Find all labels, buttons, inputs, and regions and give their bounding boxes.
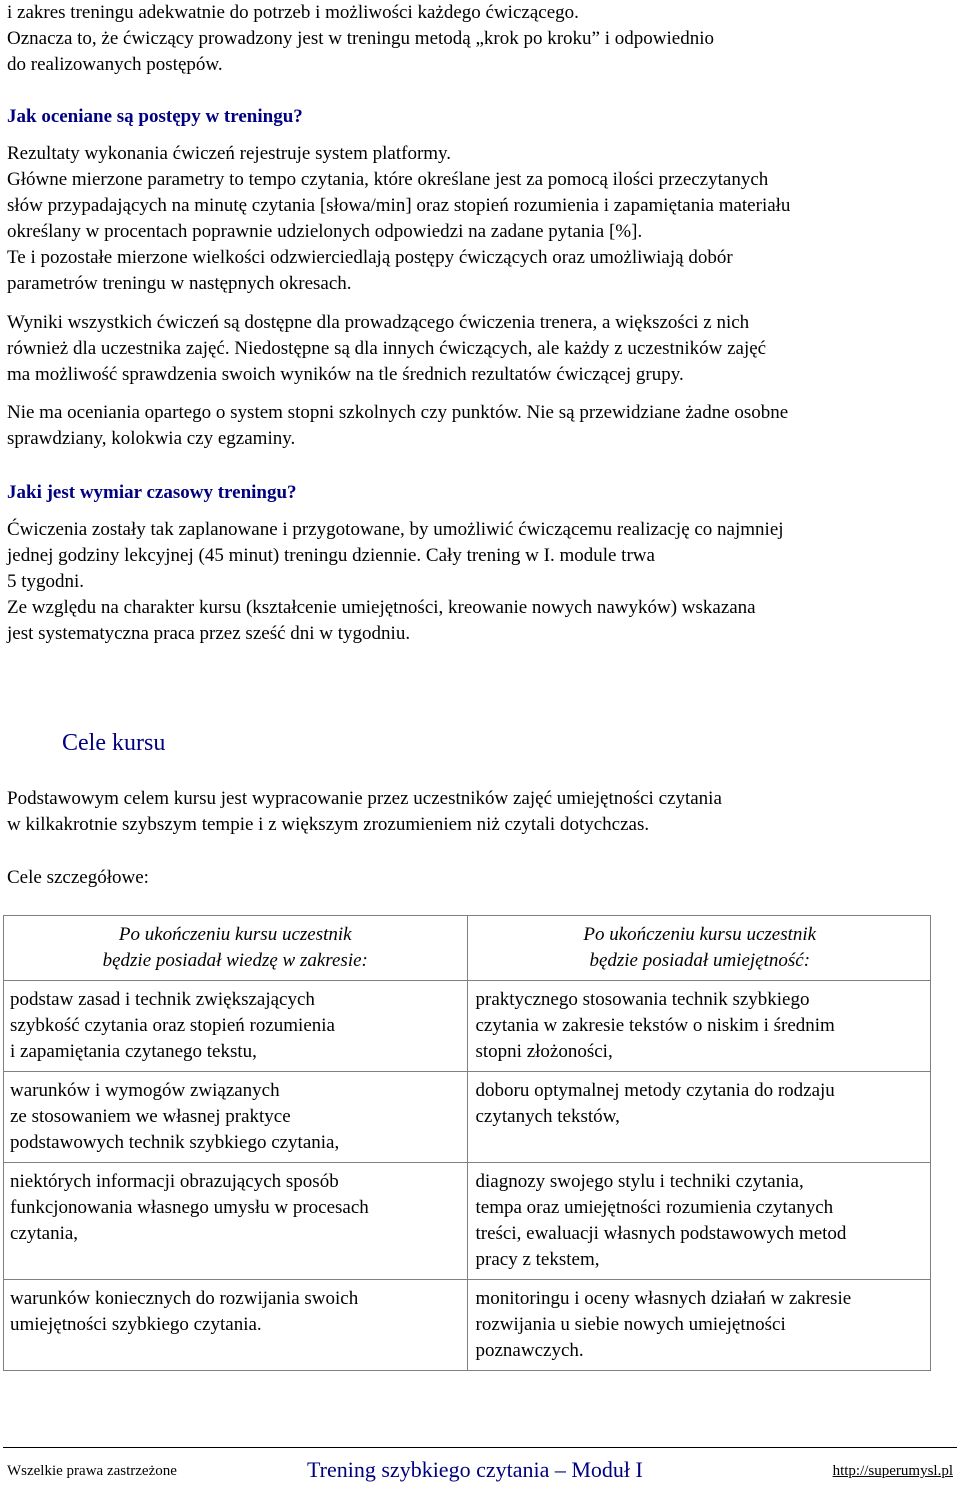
text-line: Oznacza to, że ćwiczący prowadzony jest w treningu metodą „krok po kroku” i odpowiednio	[7, 28, 714, 49]
progress-paragraph-2	[7, 310, 955, 388]
goals-table	[3, 915, 931, 1371]
text-line: Wyniki wszystkich ćwiczeń są dostępne dla prowadzącego ćwiczenia trenera, a większości z nich	[7, 312, 750, 333]
text-line: Te i pozostałe mierzone wielkości odzwierciedlają postępy ćwiczących oraz umożliwiają dobór	[7, 247, 733, 268]
text-line: jednej godziny lekcyjnej (45 minut) treningu dziennie. Cały trening w I. module trwa	[7, 545, 655, 566]
text-line: Ćwiczenia zostały tak zaplanowane i przygotowane, by umożliwić ćwiczącemu realizację co najmniej	[7, 519, 784, 540]
text-line: Rezultaty wykonania ćwiczeń rejestruje system platformy.	[7, 143, 452, 164]
text-line: Nie ma oceniania opartego o system stopni szkolnych czy punktów. Nie są przewidziane żadne osobne	[7, 402, 789, 423]
table-row	[4, 1163, 931, 1280]
table-cell: warunków i wymogów związanych ze stosowaniem we własnej praktyce podstawowych technik szybkiego czytania,	[4, 1072, 468, 1163]
goals-main-paragraph	[7, 786, 955, 838]
table-cell: diagnozy swojego stylu i techniki czytania, tempa oraz umiejętności rozumienia czytanych treści, ewaluacji własnych podstawowych metod pracy z tekstem,	[467, 1163, 931, 1280]
detailed-goals-label: Cele szczegółowe:	[7, 867, 149, 888]
footer-divider	[3, 1447, 957, 1448]
text-line: parametrów treningu w następnych okresach.	[7, 273, 352, 294]
duration-paragraph	[7, 517, 955, 647]
table-cell: podstaw zasad i technik zwiększających szybkość czytania oraz stopień rozumienia i zapamiętania czytanego tekstu,	[4, 981, 468, 1072]
goals-heading: Cele kursu	[62, 730, 166, 756]
progress-heading: Jak oceniane są postępy w treningu?	[7, 106, 303, 127]
text-line: jest systematyczna praca przez sześć dni w tygodniu.	[7, 623, 411, 644]
text-line: sprawdziany, kolokwia czy egzaminy.	[7, 428, 296, 449]
text-line: Główne mierzone parametry to tempo czytania, które określane jest za pomocą ilości przeczytanych	[7, 169, 769, 190]
text-line: określany w procentach poprawnie udzielonych odpowiedzi na zadane pytania [%].	[7, 221, 643, 242]
progress-paragraph-3	[7, 400, 955, 452]
text-line: ma możliwość sprawdzenia swoich wyników na tle średnich rezultatów ćwiczącej grupy.	[7, 364, 684, 385]
table-cell: niektórych informacji obrazujących sposób funkcjonowania własnego umysłu w procesach czytania,	[4, 1163, 468, 1280]
table-header-row	[4, 916, 931, 981]
skills-column-header: Po ukończeniu kursu uczestnik będzie posiadał umiejętność:	[467, 916, 931, 981]
table-cell: praktycznego stosowania technik szybkiego czytania w zakresie tekstów o niskim i średnim stopni złożoności,	[467, 981, 931, 1072]
intro-paragraph	[7, 0, 955, 78]
table-row	[4, 1280, 931, 1371]
table-row	[4, 981, 931, 1072]
text-line: do realizowanych postępów.	[7, 54, 223, 75]
table-cell: doboru optymalnej metody czytania do rodzaju czytanych tekstów,	[467, 1072, 931, 1163]
text-line: w kilkakrotnie szybszym tempie i z większym zrozumieniem niż czytali dotychczas.	[7, 814, 650, 835]
footer-title: Trening szybkiego czytania – Moduł I	[307, 1457, 643, 1482]
text-line: również dla uczestnika zajęć. Niedostępne są dla innych ćwiczących, ale każdy z uczestników zajęć	[7, 338, 767, 359]
text-line: Ze względu na charakter kursu (kształcenie umiejętności, kreowanie nowych nawyków) wskazana	[7, 597, 756, 618]
duration-heading: Jaki jest wymiar czasowy treningu?	[7, 482, 297, 503]
text-line: i zakres treningu adekwatnie do potrzeb i możliwości każdego ćwiczącego.	[7, 2, 579, 23]
page-footer	[7, 1456, 955, 1486]
knowledge-column-header: Po ukończeniu kursu uczestnik będzie posiadał wiedzę w zakresie:	[4, 916, 468, 981]
footer-link[interactable]: http://superumysl.pl	[832, 1463, 953, 1479]
text-line: Podstawowym celem kursu jest wypracowanie przez uczestników zajęć umiejętności czytania	[7, 788, 722, 809]
table-cell: warunków koniecznych do rozwijania swoich umiejętności szybkiego czytania.	[4, 1280, 468, 1371]
footer-copyright: Wszelkie prawa zastrzeżone	[7, 1463, 177, 1479]
text-line: słów przypadających na minutę czytania [słowa/min] oraz stopień rozumienia i zapamiętania materiału	[7, 195, 791, 216]
progress-paragraph-1	[7, 141, 955, 297]
table-row	[4, 1072, 931, 1163]
text-line: 5 tygodni.	[7, 571, 85, 592]
table-cell: monitoringu i oceny własnych działań w zakresie rozwijania u siebie nowych umiejętności poznawczych.	[467, 1280, 931, 1371]
